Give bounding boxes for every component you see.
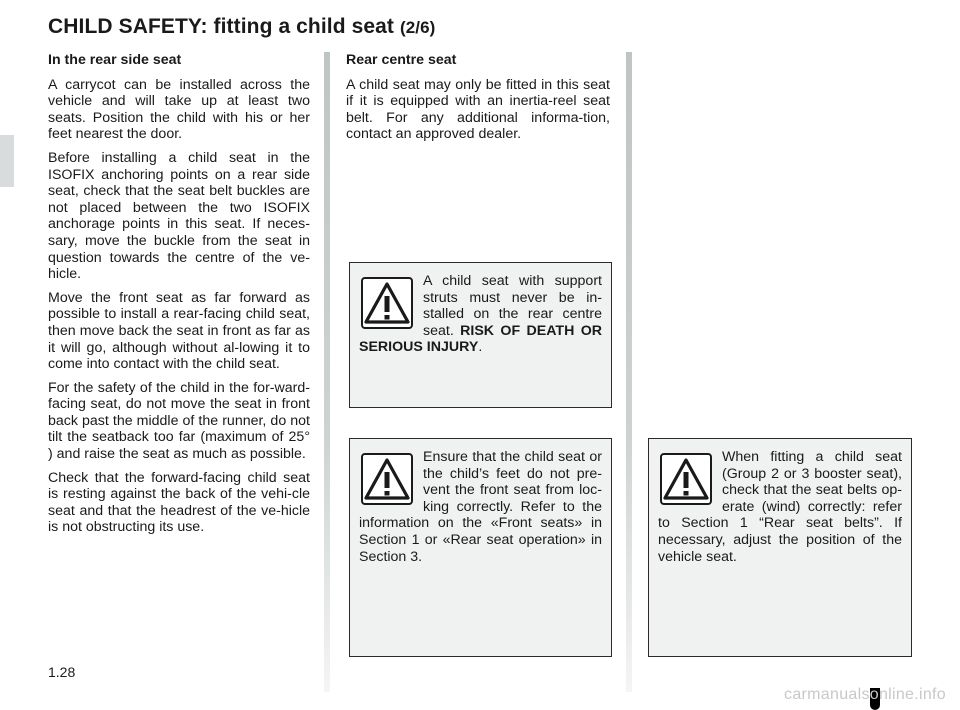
left-paragraph: For the safety of the child in the for-ward-facing seat, do not move the seat in front back past the middle of the runner, do not tilt the seatback too far (maximum of 25° ) and raise the seat as much as possible.	[48, 379, 310, 463]
warning-triangle-icon	[660, 453, 712, 505]
middle-paragraph: A child seat may only be fitted in this seat if it is equipped with an inertia-reel seat belt. For any additional informa-tion, contact an approved dealer.	[346, 76, 610, 143]
warning-tail: .	[478, 339, 483, 356]
title-text: CHILD SAFETY: fitting a child seat	[48, 15, 395, 38]
warning-text: When fitting a child seat (Group 2 or 3 booster seat), check that the seat belts op-erate (wind) correctly: refer to Section 1 “Rear seat belts”. If necessary, adjust the position of the vehicle seat.	[658, 449, 902, 565]
warning-text: Ensure that the child seat or the child’s feet do not pre-vent the front seat from loc-king correctly. Refer to the information on the «Front seats» in Section 1 or «Rear seat operation» in Section 3.	[359, 449, 602, 565]
middle-column	[346, 52, 610, 150]
left-column	[48, 52, 310, 543]
left-paragraph: Before installing a child seat in the ISOFIX anchoring points on a rear side seat, check that the seat belt buckles are not placed between the two ISOFIX anchorage points in this seat. If neces-sary, move the buckle from the seat in question towards the centre of the ve-hicle.	[48, 149, 310, 283]
title-page-count: (2/6)	[399, 18, 436, 37]
column-divider	[626, 52, 632, 692]
watermark: carmanualsonline.info	[784, 686, 946, 703]
left-column-heading: In the rear side seat	[48, 52, 182, 68]
column-divider	[324, 52, 330, 692]
middle-column-heading: Rear centre seat	[346, 52, 457, 68]
page-number: 1.28	[48, 664, 76, 680]
warning-box-booster-seat-belts	[648, 438, 912, 657]
page-title	[48, 15, 435, 39]
left-paragraph: Move the front seat as far forward as possible to install a rear-facing child seat, then move back the seat in front as far as it will go, although without al-lowing it to come into contact with the child seat.	[48, 289, 310, 373]
warning-triangle-icon	[361, 277, 413, 329]
section-tab-marker	[0, 135, 14, 187]
warning-box-front-seat-locking	[349, 438, 612, 657]
warning-triangle-icon	[361, 453, 413, 505]
left-paragraph: A carrycot can be installed across the vehicle and will take up at least two seats. Position the child with his or her feet nearest the door.	[48, 76, 310, 143]
left-paragraph: Check that the forward-facing child seat is resting against the back of the vehi-cle seat and that the headrest of the ve-hicle is not obstructing its use.	[48, 469, 310, 536]
warning-box-support-struts	[349, 262, 612, 408]
warning-text: A child seat with support struts must never be in-stalled on the rear centre seat.	[423, 273, 602, 339]
warning-emphasis: RISK OF DEATH OR SERIOUS INJURY	[359, 322, 602, 356]
